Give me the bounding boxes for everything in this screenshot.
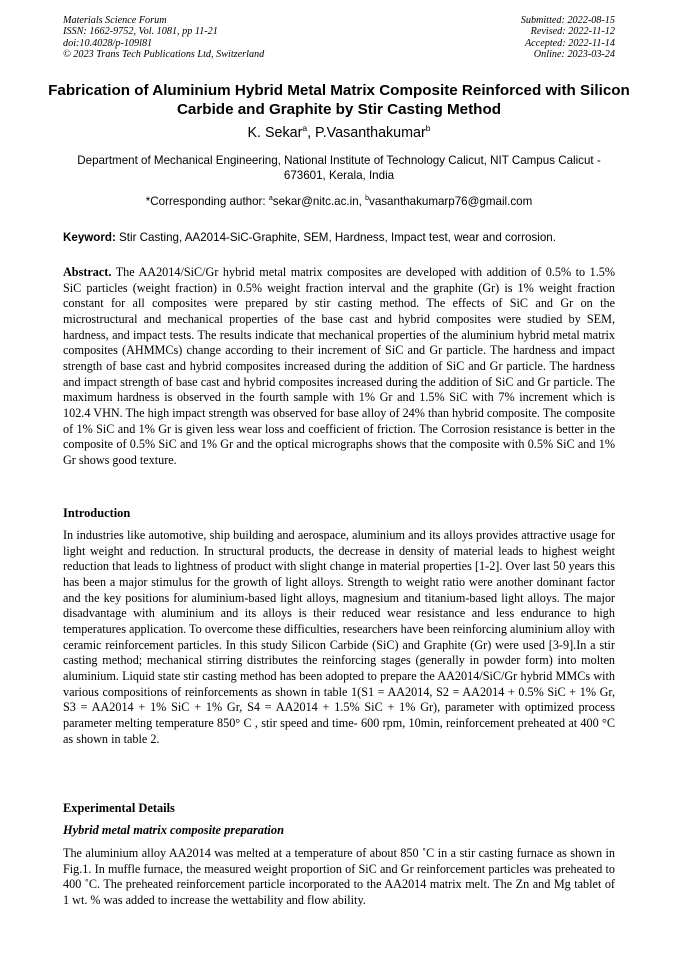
author-name: K. Sekar bbox=[247, 125, 303, 141]
publication-dates bbox=[521, 15, 615, 60]
author-email: sekar@nitc.ac.in, bbox=[272, 195, 366, 208]
affiliation: Department of Mechanical Engineering, National Institute of Technology Calicut, NIT Campus Calicut - 673601, Kerala, India bbox=[77, 154, 601, 183]
email-mark: b bbox=[365, 195, 370, 203]
abstract bbox=[63, 265, 615, 469]
journal-issn: ISSN: 1662-9752, Vol. 1081, pp 11-21 bbox=[63, 26, 218, 38]
author-separator: , bbox=[307, 125, 316, 141]
journal-name: Materials Science Forum bbox=[63, 15, 167, 26]
date-accepted: Accepted: 2022-11-14 bbox=[524, 37, 615, 49]
abstract-text: The AA2014/SiC/Gr hybrid metal matrix composites are developed with addition of 0.5% to 1.5% SiC particles (weight fraction) in 0.5% weight fraction interval and the graphite (Gr) is 1% weight fraction constant for all composites were prepared by stir casting method. The effects of SiC and Gr on the microstructural and mechanical properties of the base cast and hybrid composites were studied by SEM, hardness, and impact tests. The results indicate that mechanical properties of the aluminium hybrid metal matrix composites (AHMMCs) change according to their increment of SiC and Gr particle. The hardness and impact strength of base cast and hybrid composites increased during the addition of SiC and Gr particle. The hardness and impact strength of base cast and hybrid composites increased during the addition of SiC and Gr particle. The maximum hardness is observed in the fourth sample with 1% Gr and 1.5% SiC with 7% increment which is 102.4 VHN. The high impact strength was observed for base alloy of 24% than hybrid composite. The composite of 1% SiC and 1% Gr is given less wear loss and coefficient of friction. The Corrosion resistance is better in the composite of 0.5% SiC and 1% Gr and the optical micrographs shows that the composite with 0.5% SiC and 1% Gr shows good texture. bbox=[63, 265, 615, 467]
keywords-text: Stir Casting, AA2014-SiC-Graphite, SEM, Hardness, Impact test, wear and corrosion. bbox=[115, 231, 556, 244]
author-affiliation-mark: a bbox=[302, 123, 308, 134]
author-name: P.Vasanthakumar bbox=[315, 125, 426, 141]
date-online: Online: 2023-03-24 bbox=[533, 48, 615, 60]
author-affiliation-mark: b bbox=[425, 123, 431, 134]
corresponding-label: *Corresponding author: bbox=[145, 195, 269, 208]
introduction-heading: Introduction bbox=[63, 506, 131, 520]
date-submitted: Submitted: 2022-08-15 bbox=[520, 15, 615, 26]
author-list bbox=[40, 124, 638, 142]
author-email: vasanthakumarp76@gmail.com bbox=[369, 195, 533, 208]
introduction-paragraph: In industries like automotive, ship building and aerospace, aluminium and its alloys provides attractive usage for light weight and reduction. In structural products, the decrease in density of material leads to highest weight reduction that leads to lightness of product with slight change in material properties [1-2]. Over last 50 years this has been a major stimulus for the growth of light alloys. Strength to weight ratio were another dominant factor and the key positions for aluminium-based light alloys, magnesium and titanium-based light alloys. The major disadvantage with aluminium and its alloys is their reduced wear resistance and less endurance to high temperatures application. To overcome these difficulties, researchers have been reinforcing aluminium alloy with ceramic reinforcement particles. In this study Silicon Carbide (SiC) and Graphite (Gr) were used [3-9].In a stir casting method; mechanical stirring distributes the reinforcing stages (generally in powder form) into molten aluminium. Liquid state stir casting method has been adopted to prepare the AA2014/SiC/Gr hybrid MMCs with various compositions of reinforcements as shown in table 1(S1 = AA2014, S2 = AA2014 + 0.5% SiC + 1% Gr, S3 = AA2014 + 1% SiC + 1% Gr, S4 = AA2014 + 1.5% SiC + 1% Gr), parameter with optimized process parameter melting temperature 850° C , stir speed and time- 600 rpm, 10min, reinforcement preheated at 400 °C as shown in table 2. bbox=[63, 528, 615, 746]
experimental-heading: Experimental Details bbox=[63, 801, 175, 815]
paper-title: Fabrication of Aluminium Hybrid Metal Matrix Composite Reinforced with Silicon Carbide and Graphite by Stir Casting Method bbox=[48, 82, 630, 118]
email-mark: a bbox=[268, 195, 273, 203]
composite-preparation-subheading: Hybrid metal matrix composite preparation bbox=[63, 823, 284, 837]
keywords bbox=[63, 230, 615, 245]
experimental-paragraph: The aluminium alloy AA2014 was melted at a temperature of about 850 ˚C in a stir casting furnace as shown in Fig.1. In muffle furnace, the measured weight proportion of SiC and Gr reinforcement particles was preheated to 400 ˚C. The preheated reinforcement particle incorporated to the AA2014 matrix melt. The Zn and Mg tablet of 1 wt. % was added to increase the wettability and flow ability. bbox=[63, 846, 615, 907]
abstract-label: Abstract. bbox=[63, 265, 112, 279]
corresponding-author bbox=[40, 194, 638, 209]
journal-doi: doi:10.4028/p-109l81 bbox=[63, 37, 153, 49]
keywords-label: Keyword: bbox=[63, 231, 116, 244]
date-revised: Revised: 2022-11-12 bbox=[530, 26, 615, 38]
journal-copyright: © 2023 Trans Tech Publications Ltd, Switzerland bbox=[63, 48, 265, 60]
journal-info bbox=[63, 15, 264, 60]
